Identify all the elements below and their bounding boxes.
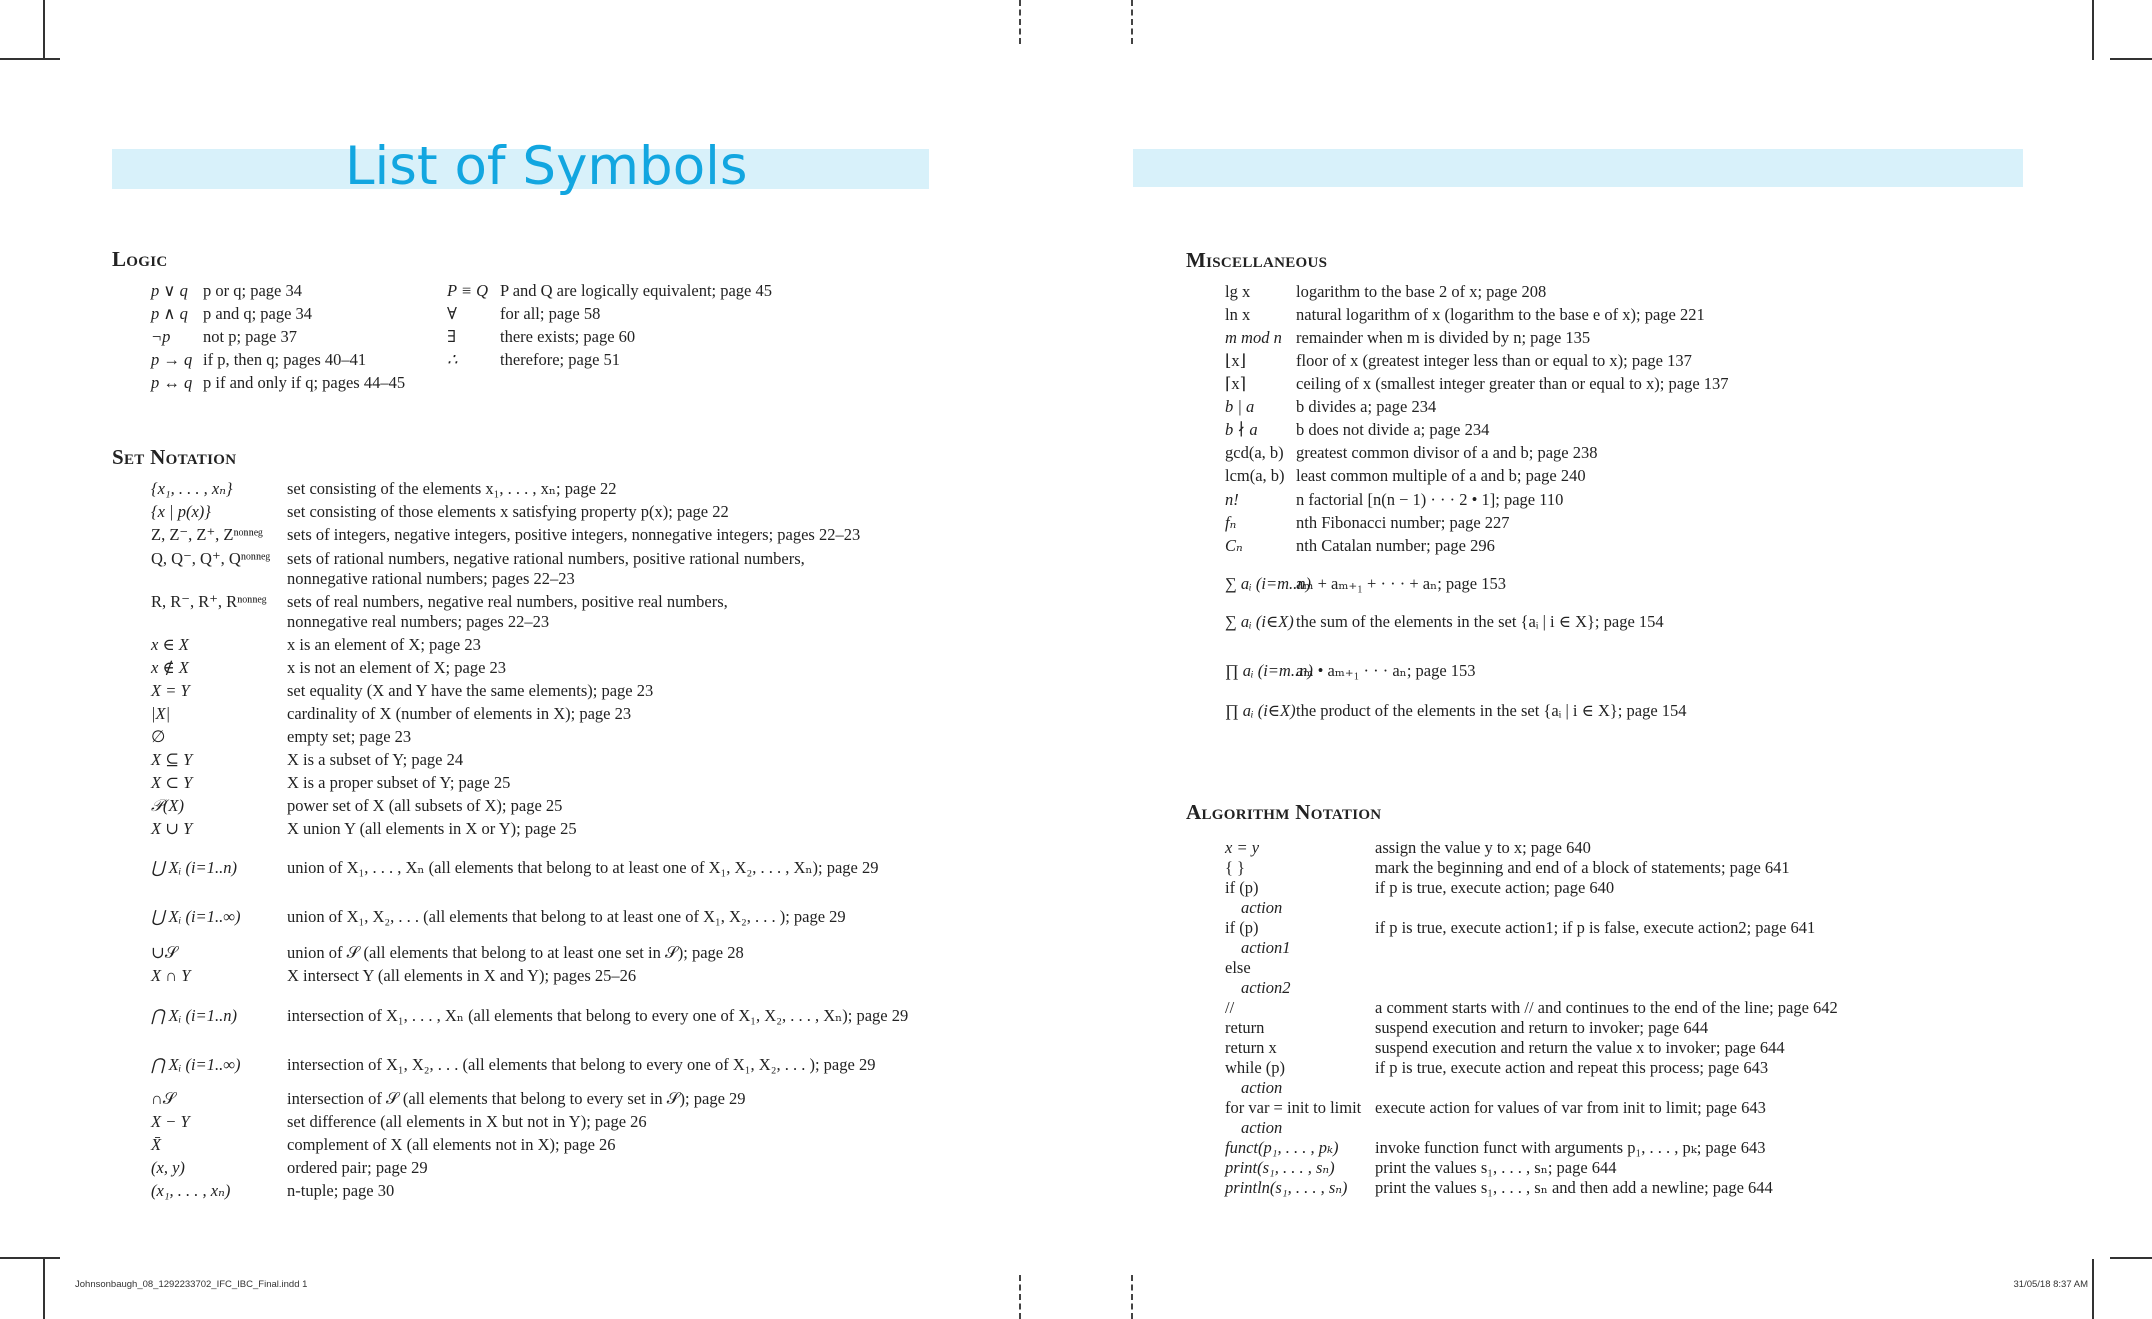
symbol: ∑ aᵢ (i=m..n) [1225,574,1311,593]
symbol-description: complement of X (all elements not in X); page 26 [287,1135,616,1154]
symbol-description-continued: nonnegative real numbers; pages 22–23 [287,612,550,631]
symbol-description: sets of real numbers, negative real numbers, positive real numbers, [287,592,728,611]
symbol: (x, y) [151,1158,185,1177]
symbol: ⌈x⌉ [1225,374,1247,393]
symbol-description: intersection of X₁, X₂, . . . (all elements that belong to every one of X₁, X₂, . . . ); page 29 [287,1055,876,1074]
symbol: ∪𝒮 [151,943,178,962]
symbol-description: intersection of X₁, . . . , Xₙ (all elements that belong to every one of X₁, X₂, . . . , Xₙ); page 29 [287,1006,909,1025]
fold-mark [1131,1275,1133,1319]
symbol: if (p) [1225,878,1259,897]
section-heading-miscellaneous: Miscellaneous [1186,248,1328,272]
symbol: p ∧ q [151,304,188,323]
symbol: ⋃ Xᵢ (i=1..n) [151,858,237,877]
symbol-description: if p, then q; pages 40–41 [203,350,367,369]
symbol: b ∤ a [1225,420,1258,439]
symbol: X = Y [151,681,190,700]
symbol: X̄ [151,1135,162,1154]
symbol: |X| [151,704,171,723]
symbol-description: remainder when m is divided by n; page 135 [1296,328,1591,347]
symbol-description: set consisting of the elements x₁, . . . , xₙ; page 22 [287,479,617,498]
symbol: {x₁, . . . , xₙ} [151,479,233,498]
symbol-description: ceiling of x (smallest integer greater than or equal to x); page 137 [1296,374,1729,393]
symbol-description: aₘ + aₘ₊₁ + · · · + aₙ; page 153 [1296,574,1506,593]
symbol: action [1241,898,1283,917]
symbol-description: n factorial [n(n − 1) · · · 2 • 1]; page 110 [1296,490,1564,509]
symbol: X ⊆ Y [151,750,193,769]
symbol: 𝒫(X) [151,796,184,815]
symbol-description: X intersect Y (all elements in X and Y); pages 25–26 [287,966,637,985]
title-bar-right [1133,149,2023,187]
crop-mark [2110,1257,2152,1259]
symbol: ⋃ Xᵢ (i=1..∞) [151,907,241,926]
symbol: // [1225,998,1235,1017]
symbol: fₙ [1225,513,1237,532]
symbol: {x | p(x)} [151,502,211,521]
symbol: { } [1225,858,1245,877]
symbol-description: p if and only if q; pages 44–45 [203,373,406,392]
crop-mark [2092,0,2094,60]
crop-mark [43,1259,45,1319]
symbol: p ↔ q [151,373,193,392]
symbol-description: b does not divide a; page 234 [1296,420,1490,439]
symbol: (x₁, . . . , xₙ) [151,1181,231,1200]
symbol: ⋂ Xᵢ (i=1..∞) [151,1055,241,1074]
symbol: ∴ [447,350,458,369]
symbol: ∏ aᵢ (i∈X) [1225,701,1296,720]
footer-timestamp: 31/05/18 8:37 AM [2013,1279,2088,1290]
symbol-description: X is a subset of Y; page 24 [287,750,464,769]
symbol: R, R⁻, R⁺, Rⁿᵒⁿⁿᵉᵍ [151,592,267,611]
symbol: return x [1225,1038,1277,1057]
symbol-description: execute action for values of var from init to limit; page 643 [1375,1098,1766,1117]
symbol: X ∪ Y [151,819,193,838]
symbol-description: set consisting of those elements x satisfying property p(x); page 22 [287,502,729,521]
symbol: else [1225,958,1251,977]
symbol: n! [1225,490,1239,509]
symbol-description: aₘ • aₘ₊₁ · · · aₙ; page 153 [1296,661,1476,680]
symbol-description: print the values s₁, . . . , sₙ; page 644 [1375,1158,1617,1177]
symbol-description: union of 𝒮 (all elements that belong to at least one set in 𝒮); page 28 [287,943,744,962]
symbol: p → q [151,350,193,369]
symbol: print(s₁, . . . , sₙ) [1225,1158,1335,1177]
symbol: X ∩ Y [151,966,191,985]
symbol: for var = init to limit [1225,1098,1362,1117]
symbol-description: X union Y (all elements in X or Y); page 25 [287,819,577,838]
section-heading-set-notation: Set Notation [112,445,237,469]
symbol: println(s₁, . . . , sₙ) [1225,1178,1348,1197]
crop-mark [43,0,45,60]
symbol: return [1225,1018,1265,1037]
symbol-description: nth Fibonacci number; page 227 [1296,513,1510,532]
symbol: ¬p [151,327,171,346]
symbol-description: if p is true, execute action and repeat this process; page 643 [1375,1058,1769,1077]
symbol-description: the product of the elements in the set {aᵢ | i ∈ X}; page 154 [1296,701,1687,720]
symbol: ∩𝒮 [151,1089,176,1108]
section-heading-logic: Logic [112,247,168,271]
symbol-description: floor of x (greatest integer less than or equal to x); page 137 [1296,351,1692,370]
symbol-description: p or q; page 34 [203,281,302,300]
symbol-description: sets of rational numbers, negative rational numbers, positive rational numbers, [287,549,805,568]
symbol-description: the sum of the elements in the set {aᵢ | i ∈ X}; page 154 [1296,612,1664,631]
symbol-description: union of X₁, X₂, . . . (all elements that belong to at least one of X₁, X₂, . . . ); page 29 [287,907,846,926]
symbol-description: P and Q are logically equivalent; page 45 [500,281,773,300]
symbol-description: greatest common divisor of a and b; page 238 [1296,443,1598,462]
symbol-description: ordered pair; page 29 [287,1158,428,1177]
symbol: m mod n [1225,328,1282,347]
symbol-description: n-tuple; page 30 [287,1181,395,1200]
symbol: ln x [1225,305,1251,324]
symbol: lcm(a, b) [1225,466,1285,485]
symbol-description: X is a proper subset of Y; page 25 [287,773,511,792]
symbol: lg x [1225,282,1251,301]
symbol-description: mark the beginning and end of a block of statements; page 641 [1375,858,1790,877]
symbol: X ⊂ Y [151,773,193,792]
symbol-description: a comment starts with // and continues to the end of the line; page 642 [1375,998,1838,1017]
symbol-description: logarithm to the base 2 of x; page 208 [1296,282,1547,301]
symbol-description: power set of X (all subsets of X); page 25 [287,796,563,815]
fold-mark [1019,0,1021,44]
symbol: action1 [1241,938,1291,957]
crop-mark [0,58,60,60]
symbol: while (p) [1225,1058,1286,1077]
symbol-description: empty set; page 23 [287,727,412,746]
crop-mark [2092,1259,2094,1319]
footer-file-name: Johnsonbaugh_08_1292233702_IFC_IBC_Final.indd 1 [75,1279,308,1290]
symbol-description: union of X₁, . . . , Xₙ (all elements that belong to at least one of X₁, X₂, . . . , Xₙ); page 29 [287,858,879,877]
symbol-description: for all; page 58 [500,304,601,323]
crop-mark [0,1257,60,1259]
symbol-description: x is not an element of X; page 23 [287,658,507,677]
symbol-description: print the values s₁, . . . , sₙ and then add a newline; page 644 [1375,1178,1773,1197]
fold-mark [1131,0,1133,44]
crop-mark [2110,58,2152,60]
symbol: X − Y [151,1112,190,1131]
symbol: ∀ [447,304,457,323]
symbol-description: natural logarithm of x (logarithm to the base e of x); page 221 [1296,305,1705,324]
symbol: ∏ aᵢ (i=m..n) [1225,661,1313,680]
symbol-description: if p is true, execute action1; if p is false, execute action2; page 641 [1375,918,1816,937]
symbol: x = y [1225,838,1260,857]
symbol: ⋂ Xᵢ (i=1..n) [151,1006,237,1025]
symbol-description: invoke function funct with arguments p₁, . . . , pₖ; page 643 [1375,1138,1766,1157]
symbol: Cₙ [1225,536,1243,555]
symbol-description: there exists; page 60 [500,327,636,346]
page-title: List of Symbols [345,136,748,197]
symbol: x ∉ X [151,658,189,677]
symbol-description: p and q; page 34 [203,304,313,323]
symbol: Z, Z⁻, Z⁺, Zⁿᵒⁿⁿᵉᵍ [151,525,264,544]
symbol-description: nth Catalan number; page 296 [1296,536,1495,555]
symbol-description: cardinality of X (number of elements in X); page 23 [287,704,632,723]
symbol-description: not p; page 37 [203,327,297,346]
symbol: ∃ [447,327,456,346]
symbol-description: set equality (X and Y have the same elements); page 23 [287,681,654,700]
symbol-description: suspend execution and return the value x to invoker; page 644 [1375,1038,1785,1057]
symbol: funct(p₁, . . . , pₖ) [1225,1138,1339,1157]
symbol: ∑ aᵢ (i∈X) [1225,612,1294,631]
symbol: if (p) [1225,918,1259,937]
symbol: ⌊x⌋ [1225,351,1247,370]
symbol: action2 [1241,978,1291,997]
section-heading-algorithm-notation: Algorithm Notation [1186,800,1382,824]
symbol: x ∈ X [151,635,189,654]
symbol: ∅ [151,727,166,746]
symbol: b | a [1225,397,1255,416]
fold-mark [1019,1275,1021,1319]
symbol-description: intersection of 𝒮 (all elements that belong to every set in 𝒮); page 29 [287,1089,746,1108]
symbol-description-continued: nonnegative rational numbers; pages 22–23 [287,569,575,588]
symbol: action [1241,1078,1283,1097]
symbol-description: b divides a; page 234 [1296,397,1437,416]
symbol-description: set difference (all elements in X but not in Y); page 26 [287,1112,647,1131]
symbol-description: x is an element of X; page 23 [287,635,481,654]
symbol: Q, Q⁻, Q⁺, Qⁿᵒⁿⁿᵉᵍ [151,549,271,568]
symbol-description: assign the value y to x; page 640 [1375,838,1591,857]
symbol: action [1241,1118,1283,1137]
symbol: P ≡ Q [447,281,489,300]
symbol-description: if p is true, execute action; page 640 [1375,878,1615,897]
symbol: gcd(a, b) [1225,443,1284,462]
symbol-description: suspend execution and return to invoker; page 644 [1375,1018,1709,1037]
symbol-description: least common multiple of a and b; page 240 [1296,466,1586,485]
symbol-description: therefore; page 51 [500,350,621,369]
symbol-description: sets of integers, negative integers, positive integers, nonnegative integers; pages 22–23 [287,525,861,544]
symbol: p ∨ q [151,281,188,300]
